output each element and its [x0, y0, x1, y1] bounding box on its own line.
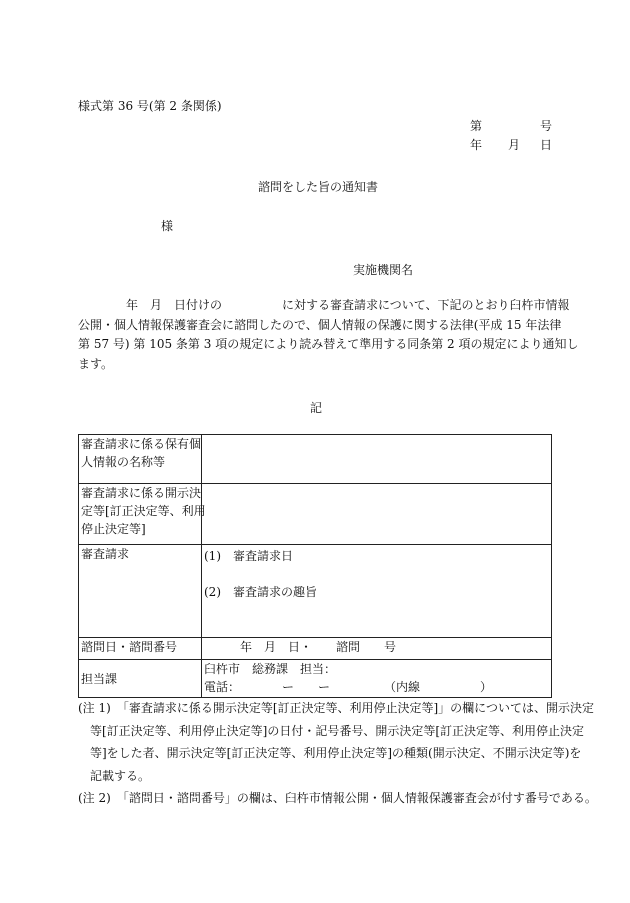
number-prefix: 第	[470, 119, 483, 133]
label-text: 停止決定等]	[81, 522, 146, 536]
table-row	[79, 435, 552, 484]
body-line: 年 月 日付けの に対する審査請求について、下記のとおり臼杵市情報	[78, 298, 570, 312]
table-value-cell	[202, 545, 552, 638]
note-1-line: (注 1) 「審査請求に係る開示決定等[訂正決定等、利用停止決定等]」の欄については、開示決定	[78, 701, 594, 715]
info-table	[78, 434, 552, 698]
table-label-cell	[79, 545, 202, 638]
document-title: 諮問をした旨の通知書	[258, 180, 379, 194]
document-number-line	[470, 118, 553, 134]
table-label-cell	[79, 660, 202, 698]
label-text: 定等[訂正決定等、利用	[81, 504, 206, 518]
table-row	[79, 484, 552, 545]
table-value-cell	[202, 660, 552, 698]
review-request-purpose-item: (2) 審査請求の趣旨	[204, 585, 317, 599]
notes	[78, 697, 597, 810]
review-request-date-item: (1) 審査請求日	[204, 549, 293, 563]
label-text: 諮問日・諮問番号	[81, 640, 178, 654]
recipient-honorific: 様	[161, 219, 174, 233]
form-number: 様式第 36 号(第 2 条関係)	[78, 99, 222, 113]
note-1-line: 等[訂正決定等、利用停止決定等]の日付・記号番号、開示決定等[訂正決定等、利用停止決定	[90, 723, 585, 738]
table-row	[79, 545, 552, 638]
table-label-cell	[79, 638, 202, 660]
body-paragraph	[78, 296, 579, 374]
label-text: 審査請求	[81, 547, 130, 561]
document-date-line	[470, 137, 553, 153]
issuer-label: 実施機関名	[353, 263, 414, 277]
note-1-line: 等]をした者、開示決定等[訂正決定等、利用停止決定等]の種類(開示決定、不開示決定等)を	[90, 746, 582, 760]
label-text: 審査請求に係る開示決	[81, 486, 202, 500]
table-row	[79, 638, 552, 660]
table-value-cell	[202, 638, 552, 660]
consultation-date-number: 年 月 日・ 諮問 号	[204, 640, 397, 654]
label-text: 人情報の名称等	[81, 455, 166, 469]
date-day: 日	[540, 138, 553, 152]
body-line: 第 57 号) 第 105 条第 3 項の規定により読み替えて準用する同条第 2 項の規定により通知し	[78, 337, 579, 351]
table-label-cell	[79, 484, 206, 545]
number-suffix: 号	[540, 119, 553, 133]
note-1-line: 記載する。	[90, 768, 151, 783]
phone-contact: 電話： ー ー （内線 ）	[204, 680, 493, 694]
note-2-line: (注 2) 「諮問日・諮問番号」の欄は、臼杵市情報公開・個人情報保護審査会が付す番号である。	[78, 791, 597, 805]
body-line: 公開・個人情報保護審査会に諮問したので、個人情報の保護に関する法律(平成 15 年法律	[78, 317, 562, 332]
table-value-cell	[202, 484, 552, 545]
ki-heading: 記	[310, 401, 323, 415]
table-row	[79, 660, 552, 698]
label-text: 担当課	[81, 671, 118, 686]
table-label-cell	[79, 435, 202, 484]
date-month: 月	[508, 138, 521, 152]
label-text: 審査請求に係る保有個	[81, 437, 202, 451]
date-year: 年	[470, 138, 483, 152]
department-contact: 臼杵市 総務課 担当：	[204, 662, 337, 676]
table-value-cell	[202, 435, 552, 484]
body-line: ます。	[78, 356, 114, 371]
